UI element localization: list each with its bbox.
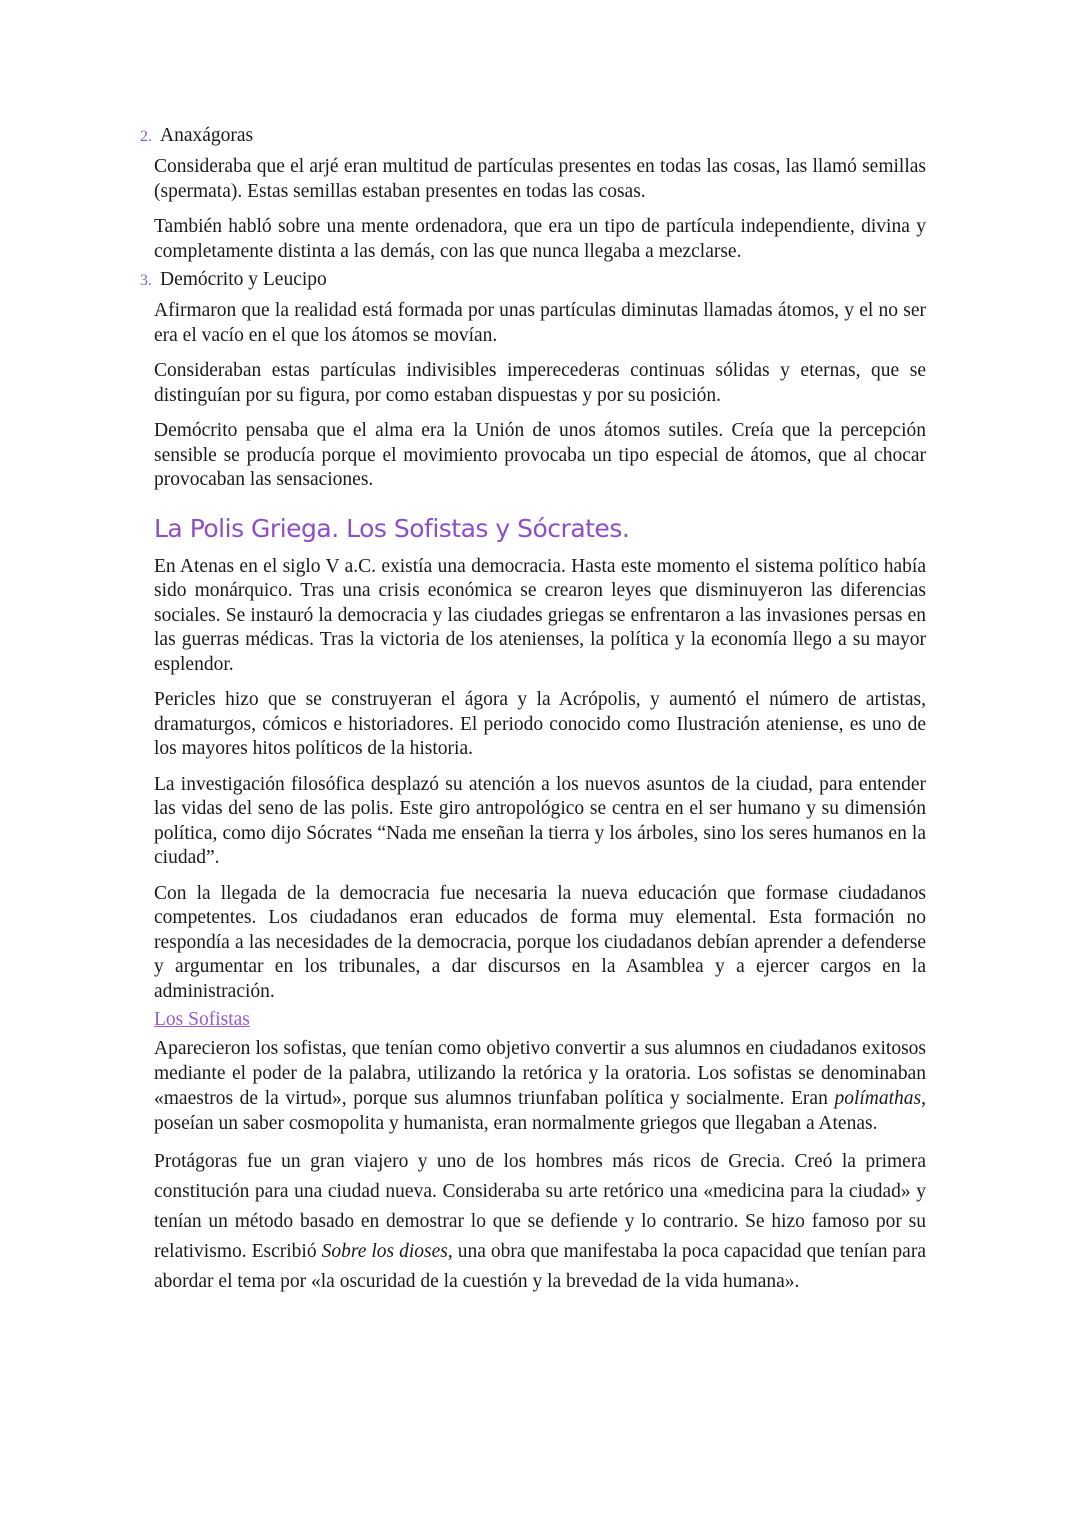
list-label: Anaxágoras [160,125,254,146]
paragraph: También habló sobre una mente ordenadora, que era un tipo de partícula independiente, divina y completamente distinta a las demás, con las que nunca llegaba a mezclarse. [154,216,926,262]
paragraph: Demócrito pensaba que el alma era la Unión de unos átomos sutiles. Creía que la percepción sensible se producía porque el movimiento provocaba un tipo especial de átomos, que al chocar provocaban las sensaciones. [154,420,926,490]
paragraph: Consideraban estas partículas indivisibles imperecederas continuas sólidas y eternas, que se distinguían por su figura, por como estaban dispuestas y por su posición. [154,360,926,406]
list-label: Demócrito y Leucipo [160,269,327,290]
paragraph [154,1147,926,1297]
list-item-anaxagoras [140,124,926,149]
paragraph: En Atenas en el siglo V a.C. existía una democracia. Hasta este momento el sistema político había sido monárquico. Tras una crisis económica se crearon leyes que disminuyeron las diferencias sociales. Se instauró la democracia y las ciudades griegas se enfrentaron a las invasiones persas en las guerras médicas. Tras la victoria de los atenienses, la política y la economía llego a su mayor esplendor. [154,555,926,675]
paragraph: Consideraba que el arjé eran multitud de partículas presentes en todas las cosas, las llamó semillas (spermata). Estas semillas estaban presentes en todas las cosas. [154,156,926,202]
sofistas-link[interactable]: Los Sofistas [154,1009,250,1030]
text: Aparecieron los sofistas, que tenían como objetivo convertir a sus alumnos en ciudadanos exitosos mediante el poder de la palabra, utilizando la retórica y la oratoria. Los sofistas se denominaban «maestros de la virtud», porque sus alumnos triunfaban política y socialmente. Eran [154,1038,926,1109]
text: , una obra que manifestaba la poca capacidad que tenían para abordar el tema por «la oscuridad de la cuestión y la brevedad de la vida humana». [154,1241,926,1292]
text: Protágoras fue un gran viajero y uno de los hombres más ricos de Grecia. Creó la primera constitución para una ciudad nueva. Consideraba su arte retórico una «medicina para la ciudad» y tenían un método basado en demostrar lo que se defiende y lo contrario. Se hizo famoso por su relativismo. Escribió [154,1151,926,1262]
paragraph: Con la llegada de la democracia fue necesaria la nueva educación que formase ciudadanos competentes. Los ciudadanos eran educados de forma muy elemental. Esta formación no respondía a las necesidades de la democracia, porque los ciudadanos debían aprender a defenderse y argumentar en los tribunales, a dar discursos en la Asamblea y a ejercer cargos en la administración. [154,882,926,1002]
list-number: 2. [140,128,152,145]
paragraph: La investigación filosófica desplazó su atención a los nuevos asuntos de la ciudad, para entender las vidas del seno de las polis. Este giro antropológico se centra en el ser humano y su dimensión política, como dijo Sócrates “Nada me enseñan la tierra y los árboles, sino los seres humanos en la ciudad”. [154,773,926,868]
paragraph: Afirmaron que la realidad está formada por unas partículas diminutas llamadas átomos, y el no ser era el vacío en el que los átomos se movían. [154,300,926,346]
list-item-democrito [140,268,926,293]
section-heading: La Polis Griega. Los Sofistas y Sócrates. [154,513,630,543]
book-title: Sobre los dioses [321,1241,448,1262]
list-number: 3. [140,272,152,289]
document-page [140,124,926,1308]
text: , poseían un saber cosmopolita y humanista, eran normalmente griegos que llegaban a Atenas. [154,1088,926,1134]
paragraph [154,1036,926,1136]
italic-term: polímathas [834,1088,922,1109]
paragraph: Pericles hizo que se construyeran el ágora y la Acrópolis, y aumentó el número de artistas, dramaturgos, cómicos e historiadores. El periodo conocido como Ilustración ateniense, es uno de los mayores hitos políticos de la historia. [154,689,926,759]
